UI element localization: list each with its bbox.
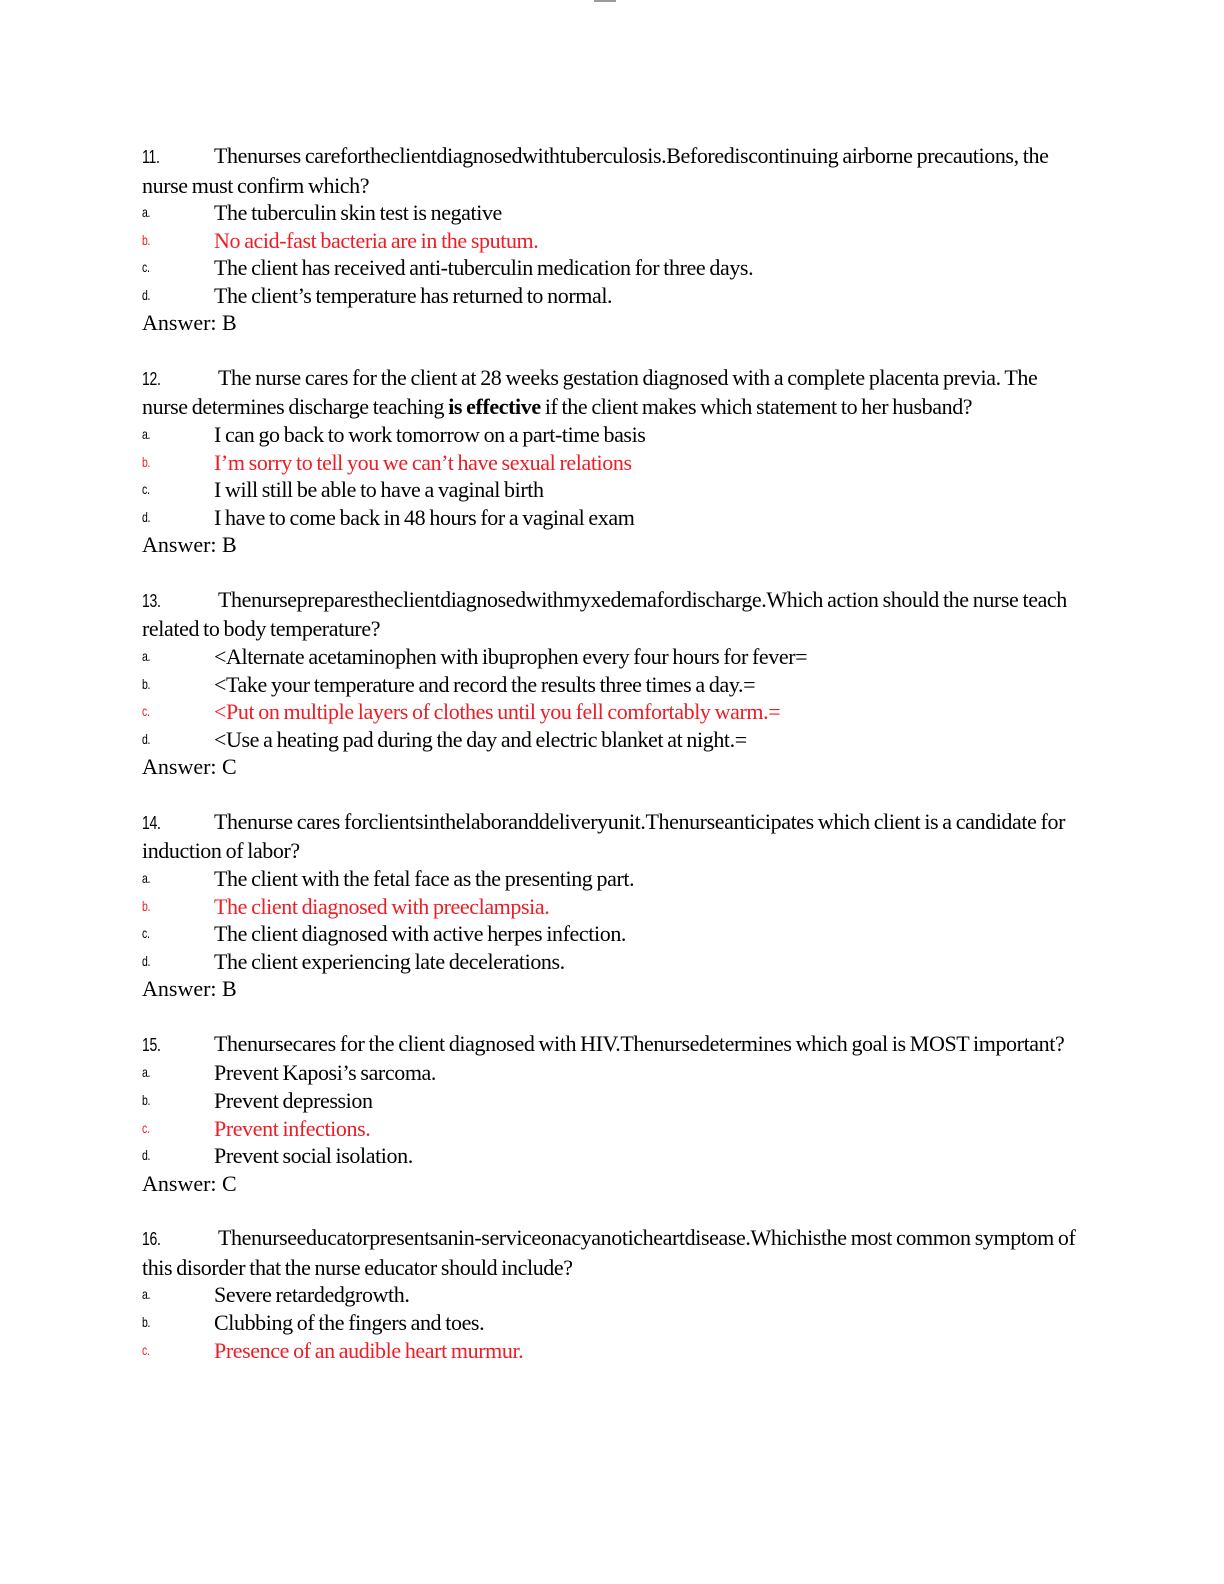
option-d	[142, 282, 1082, 310]
option-c-correct	[142, 698, 1082, 726]
option-letter: a.	[142, 869, 151, 886]
option-letter: b.	[142, 231, 151, 248]
option-letter: c.	[142, 481, 150, 498]
question-number: 11.	[142, 147, 160, 167]
option-text: The client’s temperature has returned to normal.	[214, 282, 613, 308]
option-text: Prevent Kaposi’s sarcoma.	[214, 1060, 436, 1086]
option-text: Prevent social isolation.	[214, 1143, 413, 1169]
option-letter: c.	[142, 1341, 150, 1358]
answer-line: Answer: B	[142, 532, 237, 558]
question-list	[142, 142, 1082, 1391]
question-text: Thenursecares for the client diagnosed with HIV.Thenursedetermines which goal is MOST important?	[214, 1030, 1065, 1056]
question-text: Thenurses carefortheclientdiagnosedwithtuberculosis.Beforediscontinuing airborne precautions, the nurse must confirm which?	[142, 143, 1049, 198]
option-a	[142, 199, 1082, 227]
option-letter: d.	[142, 286, 151, 303]
question-15	[142, 1030, 1082, 1197]
option-b-correct	[142, 227, 1082, 255]
option-c-correct	[142, 1337, 1082, 1365]
option-text: Clubbing of the fingers and toes.	[214, 1309, 485, 1335]
option-b	[142, 671, 1082, 699]
question-13	[142, 586, 1082, 781]
answer-line: Answer: B	[142, 310, 237, 336]
question-stem	[142, 364, 1082, 421]
option-letter: a.	[142, 204, 151, 220]
option-text: The client diagnosed with preeclampsia.	[214, 893, 550, 919]
question-text: The nurse cares for the client at 28 weeks gestation diagnosed with a complete placenta previa. The nurse determines discharge teaching	[142, 364, 1038, 420]
question-stem	[142, 1030, 1082, 1060]
option-c	[142, 254, 1082, 282]
option-d	[142, 504, 1082, 532]
question-number: 14.	[142, 812, 161, 833]
option-a	[142, 421, 1082, 449]
option-letter: b.	[142, 1313, 151, 1330]
answer-line: Answer: B	[142, 976, 237, 1002]
page-header-mark	[594, 0, 616, 2]
option-letter: b.	[142, 453, 151, 470]
question-text: Thenurse cares forclientsinthelaboranddeliveryunit.Thenurseanticipates which client is a candidate for induction of labor?	[142, 808, 1066, 864]
option-letter: c.	[142, 1119, 150, 1136]
option-letter: b.	[142, 897, 151, 914]
option-text: Severe retardedgrowth.	[214, 1282, 410, 1308]
option-d	[142, 1142, 1082, 1170]
option-text: I can go back to work tomorrow on a part-time basis	[214, 421, 646, 447]
option-letter: b.	[142, 1091, 151, 1108]
option-b	[142, 1309, 1082, 1337]
option-text: <Alternate acetaminophen with ibuprophen every four hours for fever=	[214, 643, 808, 669]
option-a	[142, 643, 1082, 671]
question-text-end: if the client makes which statement to her husband?	[540, 394, 973, 420]
option-letter: c.	[142, 703, 150, 720]
option-text: <Use a heating pad during the day and electric blanket at night.=	[214, 726, 747, 752]
question-number: 15.	[142, 1034, 161, 1055]
option-letter: c.	[142, 259, 150, 276]
option-b	[142, 1087, 1082, 1115]
question-14	[142, 808, 1082, 1003]
option-text: The client with the fetal face as the presenting part.	[214, 865, 635, 891]
option-text: <Put on multiple layers of clothes until you fell comfortably warm.=	[214, 699, 781, 725]
answer-line: Answer: C	[142, 1170, 237, 1196]
option-text: The client diagnosed with active herpes infection.	[214, 921, 627, 947]
option-text: I have to come back in 48 hours for a vaginal exam	[214, 504, 635, 530]
option-a	[142, 1281, 1082, 1309]
question-11	[142, 142, 1082, 337]
option-text: The client has received anti-tuberculin medication for three days.	[214, 255, 754, 281]
option-letter: d.	[142, 1147, 151, 1164]
option-b-correct	[142, 449, 1082, 477]
option-d	[142, 726, 1082, 754]
option-a	[142, 865, 1082, 893]
question-number: 12.	[142, 368, 161, 389]
option-text: Prevent infections.	[214, 1115, 371, 1141]
question-text: Thenursepreparestheclientdiagnosedwithmyxedemafordischarge.Which action should the nurse teach related to body temperature?	[142, 586, 1067, 642]
option-letter: d.	[142, 508, 151, 525]
question-stem	[142, 1224, 1082, 1281]
option-letter: c.	[142, 925, 150, 942]
question-12	[142, 364, 1082, 559]
option-letter: a.	[142, 647, 151, 664]
answer-line: Answer: C	[142, 754, 237, 780]
option-b-correct	[142, 893, 1082, 921]
question-stem	[142, 586, 1082, 643]
option-c	[142, 476, 1082, 504]
option-text: The tuberculin skin test is negative	[214, 200, 502, 225]
question-text: Thenurseeducatorpresentsanin-serviceonacyanoticheartdisease.Whichisthe most common symptom of this disorder that the nurse educator should include?	[142, 1225, 1076, 1280]
option-d	[142, 948, 1082, 976]
option-a	[142, 1059, 1082, 1087]
option-letter: a.	[142, 1064, 151, 1081]
option-text: Prevent depression	[214, 1087, 373, 1113]
option-letter: a.	[142, 1286, 151, 1303]
question-16	[142, 1224, 1082, 1364]
option-text: I’m sorry to tell you we can’t have sexual relations	[214, 449, 632, 475]
option-text: <Take your temperature and record the results three times a day.=	[214, 671, 756, 697]
option-c	[142, 920, 1082, 948]
question-stem	[142, 142, 1082, 199]
option-text: I will still be able to have a vaginal birth	[214, 477, 544, 503]
option-letter: a.	[142, 425, 151, 442]
option-letter: d.	[142, 730, 151, 747]
question-number: 13.	[142, 590, 161, 611]
question-stem	[142, 808, 1082, 865]
option-letter: b.	[142, 675, 151, 692]
option-letter: d.	[142, 952, 151, 969]
option-text: No acid-fast bacteria are in the sputum.	[214, 227, 539, 253]
question-number: 16.	[142, 1229, 161, 1250]
option-text: Presence of an audible heart murmur.	[214, 1337, 524, 1363]
question-emphasis: is effective	[448, 394, 541, 420]
option-text: The client experiencing late decelerations.	[214, 948, 565, 974]
option-c-correct	[142, 1115, 1082, 1143]
